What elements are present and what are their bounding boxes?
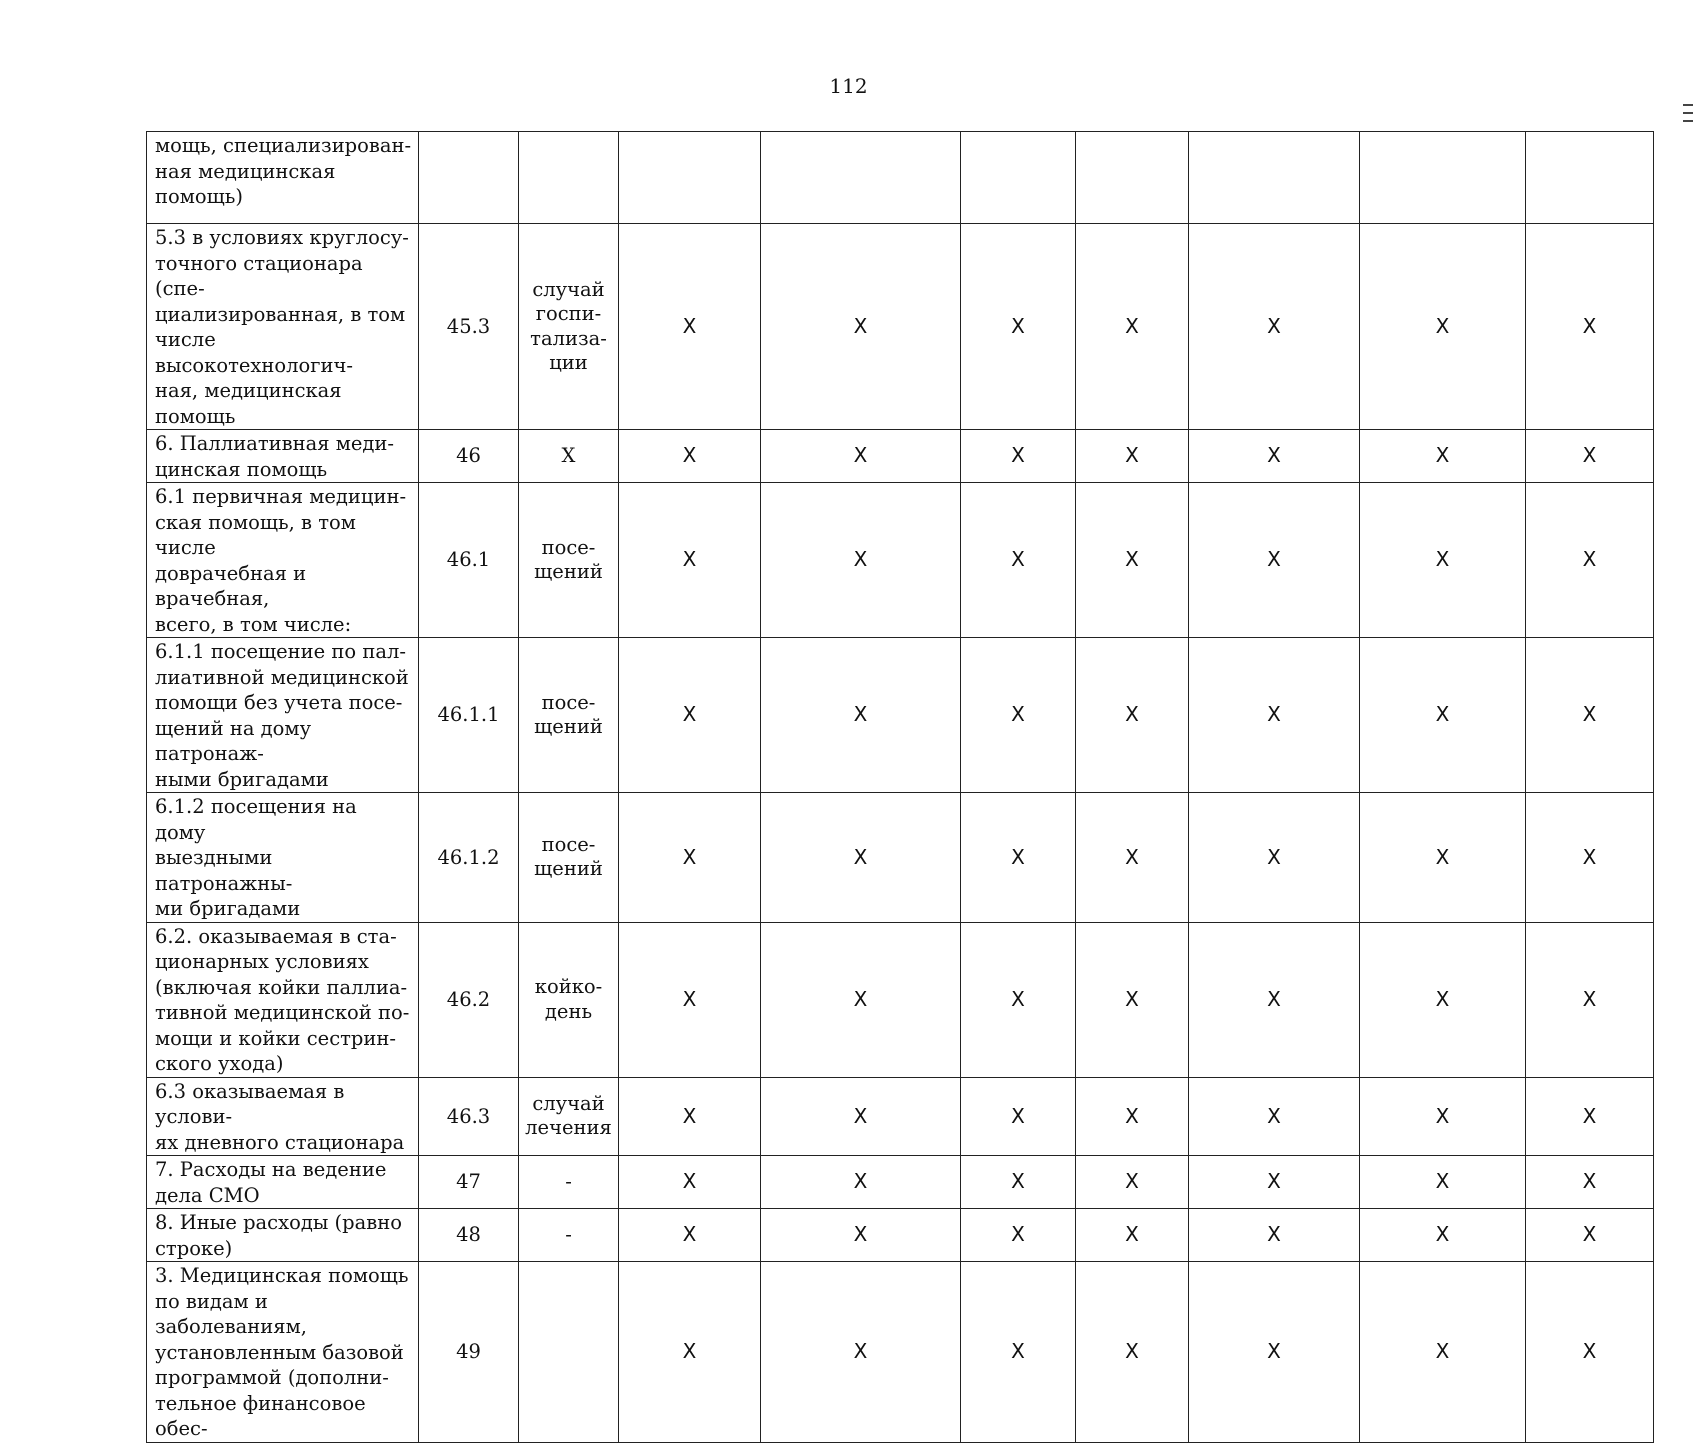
row-value-cell: Х <box>1526 922 1654 1077</box>
table-row <box>147 132 1654 224</box>
table-row <box>147 1209 1654 1262</box>
row-value-cell: Х <box>961 922 1076 1077</box>
row-value-cell: Х <box>1189 1077 1360 1156</box>
row-value-cell: Х <box>1360 430 1526 483</box>
row-value-cell: Х <box>761 793 961 923</box>
margin-mark <box>1683 104 1695 138</box>
row-unit: Х <box>519 430 619 483</box>
row-name: мощь, специализирован- ная медицинская помощь) <box>147 132 419 224</box>
row-value-cell <box>961 132 1076 224</box>
table-row <box>147 793 1654 923</box>
row-unit: посе- щений <box>519 793 619 923</box>
row-value-cell: Х <box>619 638 761 793</box>
data-table <box>146 131 1654 1443</box>
row-value-cell: Х <box>1189 483 1360 638</box>
row-value-cell: Х <box>761 922 961 1077</box>
row-unit: койко- день <box>519 922 619 1077</box>
row-value-cell: Х <box>761 1209 961 1262</box>
row-value-cell: Х <box>961 1262 1076 1443</box>
row-code: 46.3 <box>419 1077 519 1156</box>
row-value-cell: Х <box>1526 793 1654 923</box>
row-value-cell: Х <box>619 1156 761 1209</box>
row-value-cell: Х <box>1360 793 1526 923</box>
row-code: 48 <box>419 1209 519 1262</box>
row-name: 6.3 оказываемая в услови- ях дневного стационара <box>147 1077 419 1156</box>
table-row <box>147 1156 1654 1209</box>
row-value-cell: Х <box>1189 638 1360 793</box>
row-code: 49 <box>419 1262 519 1443</box>
row-code: 46 <box>419 430 519 483</box>
row-code <box>419 132 519 224</box>
row-unit <box>519 132 619 224</box>
row-unit: - <box>519 1209 619 1262</box>
row-unit: случай госпи- тализа- ции <box>519 224 619 430</box>
row-value-cell <box>1076 132 1189 224</box>
row-value-cell <box>1189 132 1360 224</box>
row-value-cell: Х <box>1526 1209 1654 1262</box>
row-value-cell: Х <box>1526 1156 1654 1209</box>
row-value-cell: Х <box>1076 1262 1189 1443</box>
row-value-cell: Х <box>761 224 961 430</box>
row-code: 45.3 <box>419 224 519 430</box>
row-unit: посе- щений <box>519 483 619 638</box>
row-unit: посе- щений <box>519 638 619 793</box>
table-body <box>147 132 1654 1443</box>
row-name: 6.1.2 посещения на дому выездными патронажны- ми бригадами <box>147 793 419 923</box>
row-value-cell: Х <box>961 224 1076 430</box>
row-value-cell: Х <box>1526 1262 1654 1443</box>
row-code: 46.1.2 <box>419 793 519 923</box>
row-value-cell: Х <box>1189 793 1360 923</box>
page-number: 112 <box>829 74 868 98</box>
row-value-cell: Х <box>1526 638 1654 793</box>
row-name: 6.1.1 посещение по пал- лиативной медицинской помощи без учета посе- щений на дому патронаж- ными бригадами <box>147 638 419 793</box>
row-code: 47 <box>419 1156 519 1209</box>
row-value-cell: Х <box>1189 1262 1360 1443</box>
row-name: 3. Медицинская помощь по видам и заболеваниям, установленным базовой программой (дополни- тельное финансовое обес- <box>147 1262 419 1443</box>
row-value-cell: Х <box>761 430 961 483</box>
table-row <box>147 430 1654 483</box>
row-value-cell: Х <box>1076 638 1189 793</box>
row-value-cell: Х <box>619 224 761 430</box>
table-row <box>147 638 1654 793</box>
row-value-cell: Х <box>1076 1156 1189 1209</box>
row-value-cell: Х <box>1076 430 1189 483</box>
row-unit: случай лечения <box>519 1077 619 1156</box>
row-name: 7. Расходы на ведение дела СМО <box>147 1156 419 1209</box>
row-value-cell: Х <box>1189 922 1360 1077</box>
row-value-cell: Х <box>1360 1262 1526 1443</box>
row-code: 46.1.1 <box>419 638 519 793</box>
table-row <box>147 483 1654 638</box>
row-value-cell <box>619 132 761 224</box>
row-value-cell: Х <box>761 1077 961 1156</box>
table-row <box>147 1077 1654 1156</box>
row-value-cell: Х <box>1076 922 1189 1077</box>
row-value-cell: Х <box>961 1077 1076 1156</box>
row-value-cell: Х <box>1189 1156 1360 1209</box>
row-value-cell <box>761 132 961 224</box>
row-unit <box>519 1262 619 1443</box>
row-value-cell: Х <box>1360 483 1526 638</box>
row-value-cell: Х <box>1360 224 1526 430</box>
row-value-cell: Х <box>961 793 1076 923</box>
row-value-cell: Х <box>961 483 1076 638</box>
row-value-cell: Х <box>619 1209 761 1262</box>
row-value-cell: Х <box>619 1262 761 1443</box>
row-name: 6.1 первичная медицин- ская помощь, в том числе доврачебная и врачебная, всего, в том числе: <box>147 483 419 638</box>
row-value-cell: Х <box>1076 1209 1189 1262</box>
row-value-cell: Х <box>1076 483 1189 638</box>
row-value-cell: Х <box>961 638 1076 793</box>
row-value-cell <box>1526 132 1654 224</box>
row-value-cell: Х <box>1076 793 1189 923</box>
row-name: 6.2. оказываемая в ста- ционарных условиях (включая койки паллиа- тивной медицинской по- мощи и койки сестрин- ского ухода) <box>147 922 419 1077</box>
row-value-cell: Х <box>1526 1077 1654 1156</box>
row-value-cell: Х <box>1360 1077 1526 1156</box>
row-value-cell: Х <box>761 1156 961 1209</box>
row-value-cell: Х <box>1526 430 1654 483</box>
row-value-cell: Х <box>961 1209 1076 1262</box>
table-row <box>147 922 1654 1077</box>
row-name: 8. Иные расходы (равно строке) <box>147 1209 419 1262</box>
row-value-cell: Х <box>619 922 761 1077</box>
row-value-cell: Х <box>761 638 961 793</box>
row-code: 46.1 <box>419 483 519 638</box>
row-value-cell: Х <box>1076 224 1189 430</box>
row-name: 6. Паллиативная меди- цинская помощь <box>147 430 419 483</box>
row-value-cell: Х <box>1076 1077 1189 1156</box>
row-value-cell: Х <box>619 793 761 923</box>
row-name: 5.3 в условиях круглосу- точного стационара (спе- циализированная, в том числе высокотехнологич- ная, медицинская помощь <box>147 224 419 430</box>
row-value-cell: Х <box>1189 1209 1360 1262</box>
row-value-cell: Х <box>619 1077 761 1156</box>
row-value-cell: Х <box>961 1156 1076 1209</box>
table-row <box>147 224 1654 430</box>
row-value-cell: Х <box>1189 224 1360 430</box>
row-value-cell: Х <box>1360 922 1526 1077</box>
row-value-cell: Х <box>1360 1156 1526 1209</box>
row-value-cell: Х <box>761 1262 961 1443</box>
row-unit: - <box>519 1156 619 1209</box>
row-value-cell: Х <box>619 430 761 483</box>
row-value-cell <box>1360 132 1526 224</box>
row-value-cell: Х <box>1526 483 1654 638</box>
row-value-cell: Х <box>1360 638 1526 793</box>
table-row <box>147 1262 1654 1443</box>
row-value-cell: Х <box>761 483 961 638</box>
row-code: 46.2 <box>419 922 519 1077</box>
row-value-cell: Х <box>619 483 761 638</box>
row-value-cell: Х <box>961 430 1076 483</box>
row-value-cell: Х <box>1360 1209 1526 1262</box>
row-value-cell: Х <box>1189 430 1360 483</box>
row-value-cell: Х <box>1526 224 1654 430</box>
